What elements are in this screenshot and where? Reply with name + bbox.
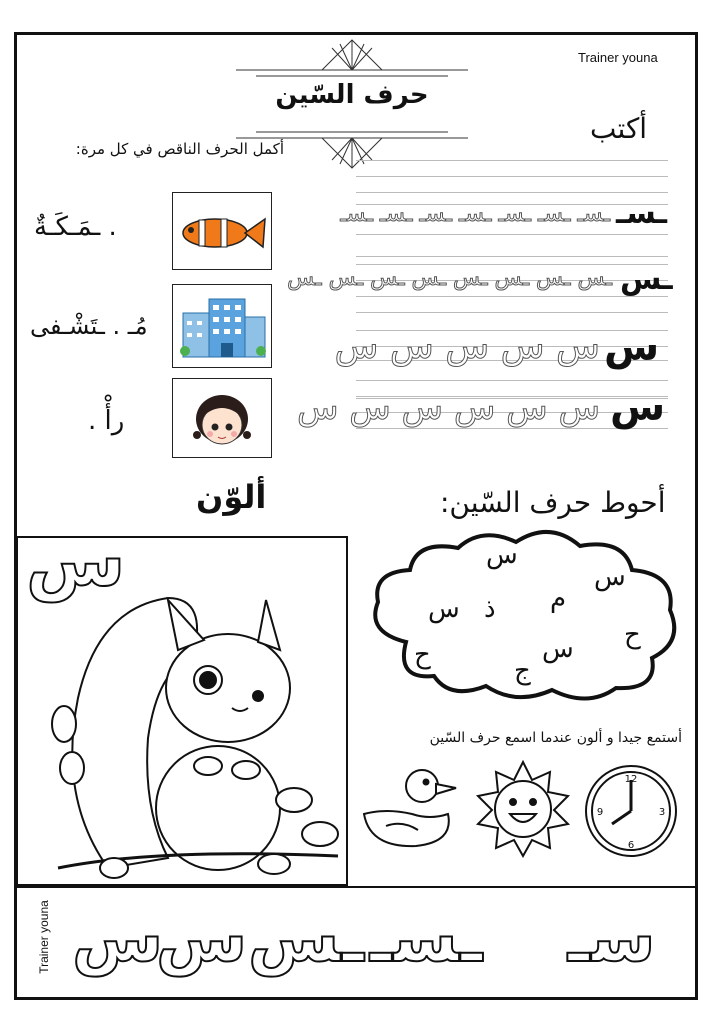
complete-heading: أكمل الحرف الناقص في كل مرة: — [75, 140, 284, 158]
svg-text:6: 6 — [627, 840, 635, 851]
trace-model-3: س — [604, 324, 660, 370]
bottom-letter-5: سـ — [568, 900, 656, 977]
trace-model-2: ـس — [620, 262, 673, 297]
cloud-letter-6: ح — [624, 620, 641, 650]
fish-picture — [172, 192, 272, 270]
color-heading: ألوّن — [196, 478, 267, 516]
complete-word-3: رأْ . — [88, 406, 125, 436]
complete-word-2: مُـ . ـتَشْـفى — [30, 312, 148, 340]
page-title: حرف السّين — [275, 80, 429, 110]
cloud-letter-3: م — [550, 584, 567, 614]
trace-row-4: س س س س س س — [296, 388, 600, 428]
hospital-icon — [173, 285, 271, 367]
trace-model-1: ـسـ — [616, 196, 668, 231]
cloud-letter-2: س — [594, 562, 626, 592]
write-heading: أكتب — [590, 112, 648, 145]
color-letter-outline: س — [26, 518, 126, 602]
coloring-area — [16, 518, 348, 886]
cloud-letter-1: س — [486, 540, 518, 570]
title-ornament — [236, 70, 468, 126]
bottom-letter-4: ـسـ — [370, 900, 483, 977]
sun-icon — [474, 760, 572, 858]
cloud-letter-5: س — [428, 594, 460, 624]
trace-model-4: س — [610, 384, 666, 430]
cloud-letter-4: ذ — [484, 594, 496, 624]
credit-side: Trainer youna — [37, 900, 51, 974]
duck-icon — [356, 764, 460, 854]
girl-icon — [173, 379, 271, 457]
cloud-letter-9: ج — [514, 656, 531, 686]
bottom-letter-2: س — [156, 900, 248, 977]
cloud-letter-7: س — [542, 634, 574, 664]
squirrel-icon — [18, 538, 346, 884]
clock-icon — [582, 762, 680, 860]
trace-row-1: ـسـ ـسـ ـسـ ـسـ ـسـ ـسـ ـسـ — [340, 202, 610, 227]
trace-row-2: ـس ـس ـس ـس ـس ـس ـس ـس — [287, 266, 612, 291]
complete-word-1: . ـمَـكَـةٌ — [34, 212, 117, 242]
trace-row-3: س س س س س — [334, 326, 600, 367]
bottom-letter-1: س — [72, 900, 164, 977]
bottom-letter-3: ـس — [248, 900, 364, 977]
cloud-letter-8: ح — [414, 640, 431, 670]
svg-text:12: 12 — [624, 774, 638, 785]
fish-icon — [173, 193, 271, 269]
circle-heading: أحوط حرف السّين: — [440, 486, 666, 519]
svg-text:9: 9 — [596, 807, 604, 818]
girl-picture — [172, 378, 272, 458]
listen-heading: أستمع جيدا و ألون عندما اسمع حرف السّين — [429, 730, 682, 746]
credit-top: Trainer youna — [578, 50, 658, 65]
hospital-picture — [172, 284, 272, 368]
svg-text:3: 3 — [658, 807, 666, 818]
